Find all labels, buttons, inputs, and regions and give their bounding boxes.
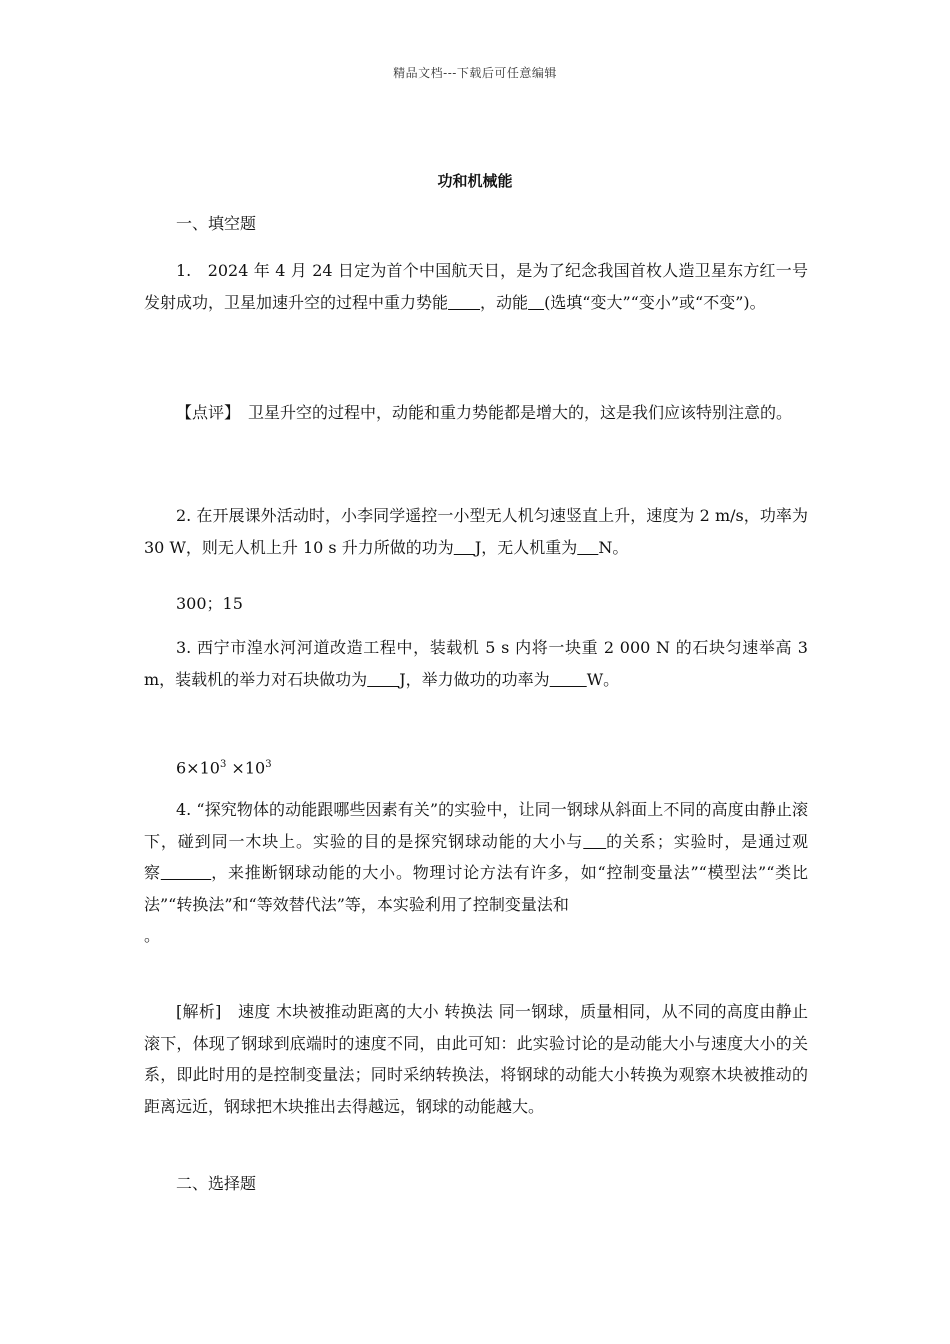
answer-blank	[454, 538, 475, 557]
answer-part: 6×10	[176, 758, 220, 778]
answer-3	[144, 749, 808, 784]
question-text: 4. “探究物体的动能跟哪些因素有关”的实验中，让同一钢球从斜面上不同的高度由静止滚下，碰到同一木块上。实验的目的是探究钢球动能的大小与	[144, 800, 808, 851]
answer-part: ×10	[226, 758, 266, 778]
comment-label: 【点评】	[176, 403, 233, 422]
answer-blank	[577, 538, 598, 557]
question-text: 2. 在开展课外活动时，小李同学遥控一小型无人机匀速竖直上升，速度为 2 m/s，功率为 30 W，则无人机上升 10 s 升力所做的功为	[144, 506, 808, 557]
answer-blank	[528, 293, 544, 312]
answer-2	[144, 588, 808, 620]
question-text: 1. 2024 年 4 月 24 日定为首个中国航天日，是为了纪念我国首枚人造卫星东方红一号发射成功，卫星加速升空的过程中重力势能	[144, 261, 808, 312]
question-text: J，举力做功的功率为	[399, 669, 550, 689]
section-heading-fill-blank	[144, 208, 808, 240]
question-text: 3. 西宁市湟水河河道改造工程中，装载机 5 s 内将一块重 2 000 N 的石块匀速举高 3 m，装载机的举力对石块做功为	[144, 638, 808, 689]
question-1	[144, 255, 808, 318]
question-text: J，无人机重为	[474, 537, 578, 557]
page-header: 精品文档---下载后可任意编辑	[393, 66, 557, 80]
question-text: ，来推断钢球动能的大小。物理讨论方法有许多，如“控制变量法”“模型法”“类比法”“转换法”和“等效替代法”等，本实验利用了控制变量法和	[144, 863, 808, 914]
answer-blank	[367, 670, 399, 689]
answer-blank	[583, 832, 606, 851]
analysis-4	[144, 996, 808, 1122]
section-heading-choice	[144, 1168, 808, 1200]
answer-text: 300；15	[176, 594, 243, 613]
answer-blank	[161, 863, 211, 882]
answer-blank	[550, 670, 587, 689]
question-text-end: 。	[144, 926, 161, 945]
analysis-label: [解析]	[176, 1002, 222, 1021]
document-title: 功和机械能	[437, 172, 513, 190]
question-text: W。	[586, 669, 620, 689]
question-text: N。	[598, 537, 629, 557]
answer-blank	[448, 293, 480, 312]
section-title: 一、填空题	[176, 214, 257, 233]
answer-text	[144, 749, 808, 784]
analysis-text: 速度 木块被推动距离的大小 转换法 同一钢球，质量相同，从不同的高度由静止滚下，体现了钢球到底端时的速度不同，由此可知：此实验讨论的是动能大小与速度大小的关系，即此时用的是控制变量法；同时采纳转换法，将钢球的动能大小转换为观察木块被推动的距离远近，钢球把木块推出去得越远，钢球的动能越大。	[144, 1002, 808, 1116]
question-text: (选填“变大”“变小”或“不变”)。	[544, 292, 766, 312]
comment-1	[144, 397, 808, 429]
exponent: 3	[265, 759, 272, 770]
question-text: 的关系；实验时，是通过观察	[144, 831, 808, 882]
question-2	[144, 500, 808, 563]
exponent: 3	[219, 759, 227, 770]
comment-text: 卫星升空的过程中，动能和重力势能都是增大的，这是我们应该特别注意的。	[232, 403, 793, 422]
question-3	[144, 632, 808, 695]
question-text: ，动能	[480, 292, 529, 312]
question-4	[144, 794, 808, 952]
section-title: 二、选择题	[176, 1174, 257, 1193]
